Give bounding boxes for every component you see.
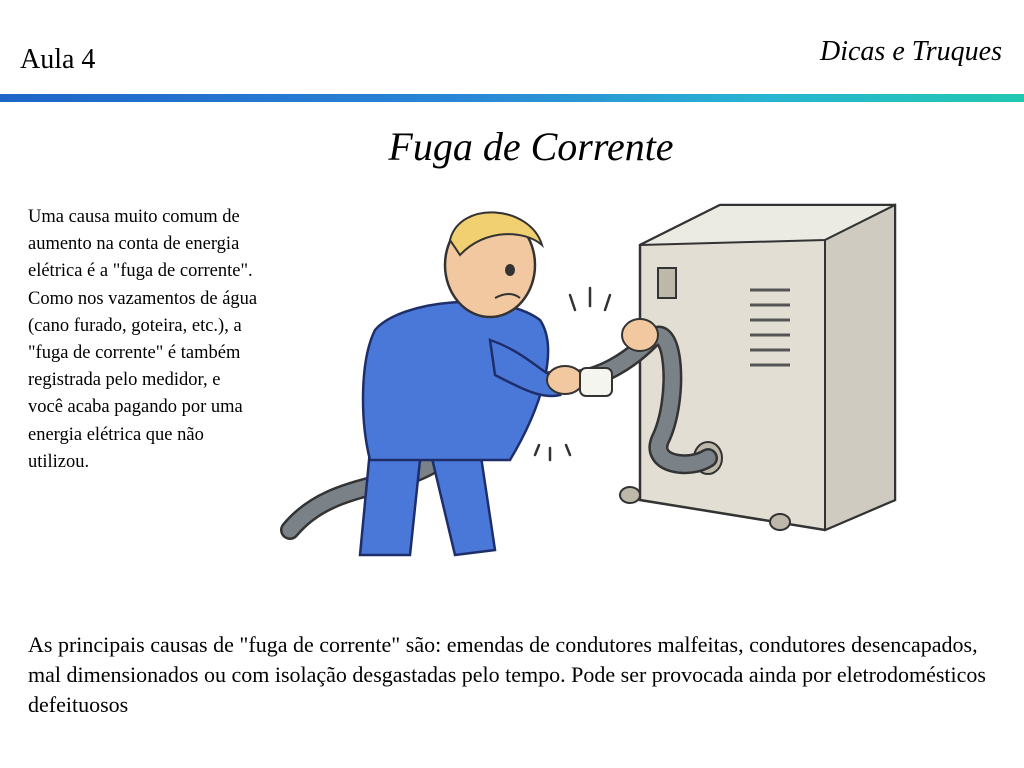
side-paragraph: Uma causa muito comum de aumento na conta de energia elétrica é a "fuga de corrente". Como nos vazamentos de água (cano furado, goteira, etc.), a "fuga de corrente" é também registrada pelo medidor, e você acaba pagando por uma energia elétrica que não utilizou. [28, 207, 258, 472]
section-label: Dicas e Truques [820, 36, 1002, 67]
technician-taping-cable-illustration [280, 200, 900, 560]
slide-title: Fuga de Corrente [388, 124, 674, 169]
bottom-paragraph: As principais causas de "fuga de corrente" são: emendas de condutores malfeitas, condutores desencapados, mal dimensionados ou com isolação desgastadas pelo tempo. Pode ser provocada ainda por eletrodomésticos defeituosos [28, 632, 986, 717]
technician [360, 212, 658, 555]
header-divider [0, 94, 1024, 102]
lesson-label: Aula 4 [20, 44, 96, 75]
electrical-cabinet [620, 205, 895, 530]
